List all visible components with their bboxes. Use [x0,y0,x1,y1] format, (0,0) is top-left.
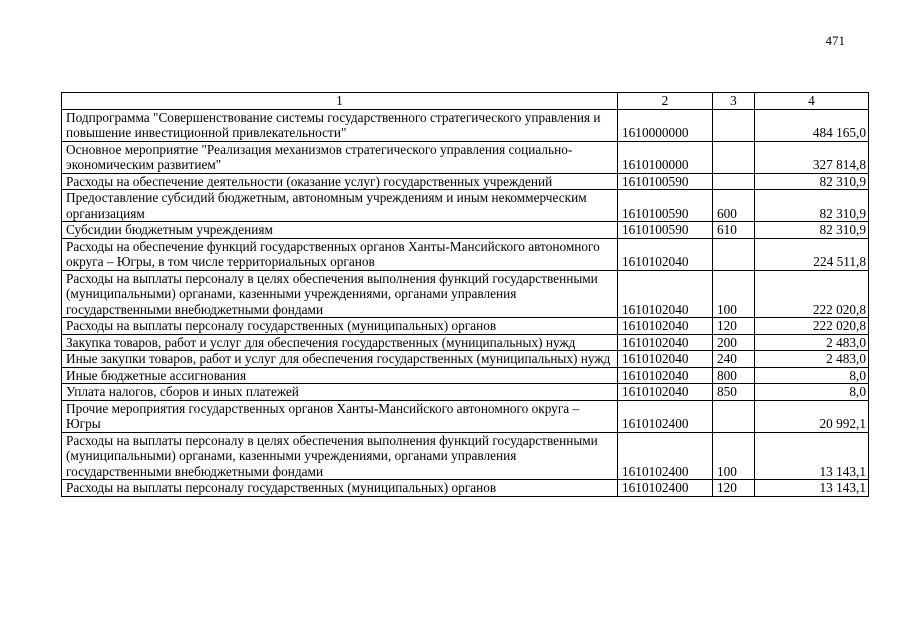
row-code-cell: 1610000000 [618,109,713,141]
row-name-cell: Субсидии бюджетным учреждениям [62,222,618,239]
row-type-cell [713,173,755,190]
row-name-cell: Предоставление субсидий бюджетным, автономным учреждениям и иным некоммерческим организациям [62,190,618,222]
budget-table [61,92,869,497]
budget-table-body [62,93,869,497]
row-type-cell [713,141,755,173]
row-type-cell: 100 [713,432,755,480]
row-code-cell: 1610102400 [618,400,713,432]
row-amount-cell: 8,0 [755,367,869,384]
column-header-2: 2 [618,93,713,110]
row-name-cell: Расходы на выплаты персоналу в целях обеспечения выполнения функций государственными (муниципальными) органами, казенными учреждениями, органами управления государственными внебюджетными фондами [62,270,618,318]
row-code-cell: 1610100590 [618,190,713,222]
table-row [62,432,869,480]
table-row [62,109,869,141]
row-amount-cell: 20 992,1 [755,400,869,432]
row-code-cell: 1610102040 [618,334,713,351]
table-row [62,222,869,239]
row-amount-cell: 222 020,8 [755,318,869,335]
table-row [62,400,869,432]
row-type-cell: 100 [713,270,755,318]
row-name-cell: Подпрограмма "Совершенствование системы государственного стратегического управления и повышение инвестиционной привлекательности" [62,109,618,141]
row-type-cell: 850 [713,384,755,401]
row-type-cell [713,109,755,141]
row-code-cell: 1610102040 [618,318,713,335]
row-code-cell: 1610102040 [618,351,713,368]
row-amount-cell: 82 310,9 [755,190,869,222]
row-name-cell: Расходы на обеспечение функций государственных органов Ханты-Мансийского автономного округа – Югры, в том числе территориальных органов [62,238,618,270]
row-type-cell: 120 [713,480,755,497]
table-row [62,270,869,318]
table-row [62,480,869,497]
row-code-cell: 1610102400 [618,432,713,480]
row-name-cell: Расходы на выплаты персоналу государственных (муниципальных) органов [62,318,618,335]
row-code-cell: 1610100590 [618,222,713,239]
table-row [62,141,869,173]
table-row [62,238,869,270]
row-type-cell [713,400,755,432]
row-name-cell: Расходы на выплаты персоналу в целях обеспечения выполнения функций государственными (муниципальными) органами, казенными учреждениями, органами управления государственными внебюджетными фондами [62,432,618,480]
row-amount-cell: 224 511,8 [755,238,869,270]
page-number: 471 [825,33,845,48]
column-header-1: 1 [62,93,618,110]
table-header-row [62,93,869,110]
row-name-cell: Основное мероприятие "Реализация механизмов стратегического управления социально-экономическим развитием" [62,141,618,173]
row-name-cell: Закупка товаров, работ и услуг для обеспечения государственных (муниципальных) нужд [62,334,618,351]
table-row [62,384,869,401]
row-name-cell: Иные закупки товаров, работ и услуг для обеспечения государственных (муниципальных) нужд [62,351,618,368]
row-amount-cell: 13 143,1 [755,432,869,480]
row-code-cell: 1610102040 [618,367,713,384]
row-amount-cell: 82 310,9 [755,222,869,239]
table-row [62,351,869,368]
column-header-4: 4 [755,93,869,110]
table-row [62,318,869,335]
row-name-cell: Расходы на обеспечение деятельности (оказание услуг) государственных учреждений [62,173,618,190]
table-row [62,173,869,190]
row-name-cell: Уплата налогов, сборов и иных платежей [62,384,618,401]
row-amount-cell: 82 310,9 [755,173,869,190]
row-code-cell: 1610102040 [618,384,713,401]
row-type-cell: 120 [713,318,755,335]
row-amount-cell: 2 483,0 [755,351,869,368]
table-row [62,334,869,351]
row-amount-cell: 484 165,0 [755,109,869,141]
row-code-cell: 1610100590 [618,173,713,190]
row-amount-cell: 2 483,0 [755,334,869,351]
row-type-cell: 800 [713,367,755,384]
row-code-cell: 1610102040 [618,270,713,318]
row-amount-cell: 8,0 [755,384,869,401]
row-type-cell: 610 [713,222,755,239]
column-header-3: 3 [713,93,755,110]
row-amount-cell: 13 143,1 [755,480,869,497]
row-type-cell: 600 [713,190,755,222]
row-amount-cell: 222 020,8 [755,270,869,318]
table-row [62,190,869,222]
row-amount-cell: 327 814,8 [755,141,869,173]
row-code-cell: 1610102400 [618,480,713,497]
row-name-cell: Иные бюджетные ассигнования [62,367,618,384]
row-name-cell: Расходы на выплаты персоналу государственных (муниципальных) органов [62,480,618,497]
table-row [62,367,869,384]
row-code-cell: 1610102040 [618,238,713,270]
row-type-cell: 200 [713,334,755,351]
row-name-cell: Прочие мероприятия государственных органов Ханты-Мансийского автономного округа – Югры [62,400,618,432]
row-type-cell: 240 [713,351,755,368]
row-code-cell: 1610100000 [618,141,713,173]
row-type-cell [713,238,755,270]
